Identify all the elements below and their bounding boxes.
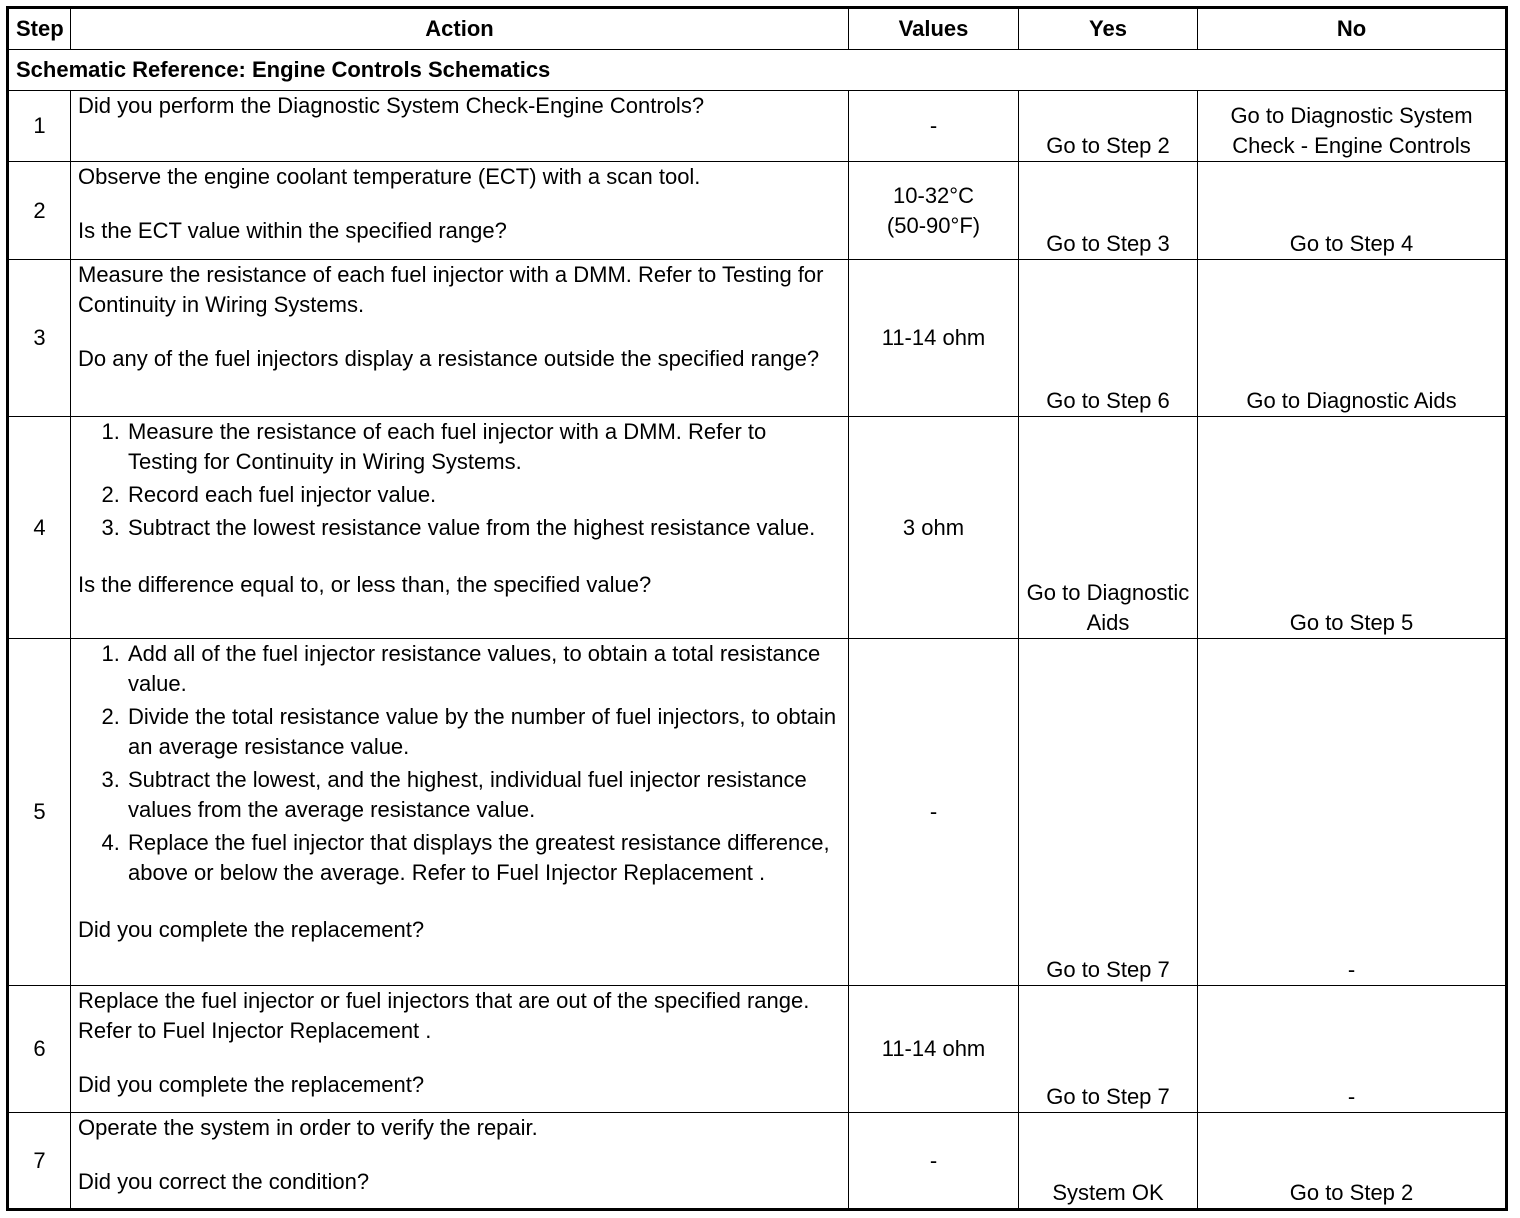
- value-celsius: 10-32°C: [893, 182, 974, 208]
- no-cell: Go to Step 5: [1198, 417, 1507, 639]
- table-row: [8, 1113, 1507, 1210]
- values-cell: [849, 162, 1019, 260]
- list-item: 2. Record each fuel injector value.: [126, 480, 841, 510]
- values-cell: -: [849, 639, 1019, 986]
- action-question: Is the difference equal to, or less than, the specified value?: [78, 572, 652, 597]
- action-question: Did you complete the replacement?: [78, 1072, 425, 1097]
- action-cell: [71, 986, 849, 1113]
- action-cell: [71, 1113, 849, 1210]
- list-item: 3. Subtract the lowest, and the highest, individual fuel injector resistance values from the average resistance value.: [126, 765, 841, 825]
- action-question: Did you correct the condition?: [78, 1169, 370, 1194]
- yes-cell: Go to Step 7: [1019, 639, 1198, 986]
- table-row: [8, 91, 1507, 162]
- values-cell: 3 ohm: [849, 417, 1019, 639]
- action-text: Observe the engine coolant temperature (ECT) with a scan tool.: [78, 164, 701, 189]
- action-question: Is the ECT value within the specified range?: [78, 218, 507, 243]
- step-number: 5: [8, 639, 71, 986]
- yes-cell: Go to Step 6: [1019, 260, 1198, 417]
- step-number: 7: [8, 1113, 71, 1210]
- yes-cell: Go to Step 3: [1019, 162, 1198, 260]
- no-cell: Go to Step 4: [1198, 162, 1507, 260]
- action-cell: [71, 417, 849, 639]
- action-question: Do any of the fuel injectors display a resistance outside the specified range?: [78, 346, 820, 371]
- values-cell: 11-14 ohm: [849, 986, 1019, 1113]
- yes-cell: Go to Step 7: [1019, 986, 1198, 1113]
- action-text: Did you perform the Diagnostic System Check-Engine Controls?: [78, 93, 705, 118]
- table-row: [8, 162, 1507, 260]
- yes-cell: Go to Step 2: [1019, 91, 1198, 162]
- action-cell: [71, 91, 849, 162]
- yes-cell: Go to Diagnostic Aids: [1019, 417, 1198, 639]
- no-cell: -: [1198, 639, 1507, 986]
- list-item: 4. Replace the fuel injector that displays the greatest resistance difference, above or below the average. Refer to Fuel Injector Replacement .: [126, 828, 841, 888]
- values-cell: -: [849, 1113, 1019, 1210]
- step-number: 1: [8, 91, 71, 162]
- no-cell: Go to Step 2: [1198, 1113, 1507, 1210]
- step-number: 3: [8, 260, 71, 417]
- no-cell: -: [1198, 986, 1507, 1113]
- instruction-list: [78, 417, 841, 543]
- yes-cell: System OK: [1019, 1113, 1198, 1210]
- value-fahrenheit: (50-90°F): [886, 212, 981, 238]
- header-step: Step: [8, 8, 71, 50]
- list-item: 1. Measure the resistance of each fuel injector with a DMM. Refer to Testing for Continuity in Wiring Systems.: [126, 417, 841, 477]
- action-cell: [71, 639, 849, 986]
- action-text: Replace the fuel injector or fuel injectors that are out of the specified range. Refer to Fuel Injector Replacement .: [78, 988, 810, 1043]
- table-row: [8, 260, 1507, 417]
- list-item: 2. Divide the total resistance value by the number of fuel injectors, to obtain an average resistance value.: [126, 702, 841, 762]
- header-values: Values: [849, 8, 1019, 50]
- action-text: Operate the system in order to verify the repair.: [78, 1115, 538, 1140]
- header-no: No: [1198, 8, 1507, 50]
- values-cell: -: [849, 91, 1019, 162]
- values-cell: 11-14 ohm: [849, 260, 1019, 417]
- table-row: [8, 639, 1507, 986]
- list-item: 3. Subtract the lowest resistance value from the highest resistance value.: [126, 513, 841, 543]
- no-cell: Go to Diagnostic System Check - Engine Controls: [1198, 91, 1507, 162]
- table-row: [8, 986, 1507, 1113]
- step-number: 6: [8, 986, 71, 1113]
- schematic-reference-row: [8, 50, 1507, 91]
- step-number: 2: [8, 162, 71, 260]
- step-number: 4: [8, 417, 71, 639]
- action-cell: [71, 260, 849, 417]
- action-cell: [71, 162, 849, 260]
- table-row: [8, 417, 1507, 639]
- diagnostic-table: [6, 6, 1508, 1211]
- no-cell: Go to Diagnostic Aids: [1198, 260, 1507, 417]
- action-text: Measure the resistance of each fuel injector with a DMM. Refer to Testing for Continuity in Wiring Systems.: [78, 262, 824, 317]
- action-question: Did you complete the replacement?: [78, 917, 425, 942]
- schematic-reference: Schematic Reference: Engine Controls Schematics: [8, 50, 1507, 91]
- list-item: 1. Add all of the fuel injector resistance values, to obtain a total resistance value.: [126, 639, 841, 699]
- header-row: [8, 8, 1507, 50]
- header-yes: Yes: [1019, 8, 1198, 50]
- instruction-list: [78, 639, 841, 888]
- header-action: Action: [71, 8, 849, 50]
